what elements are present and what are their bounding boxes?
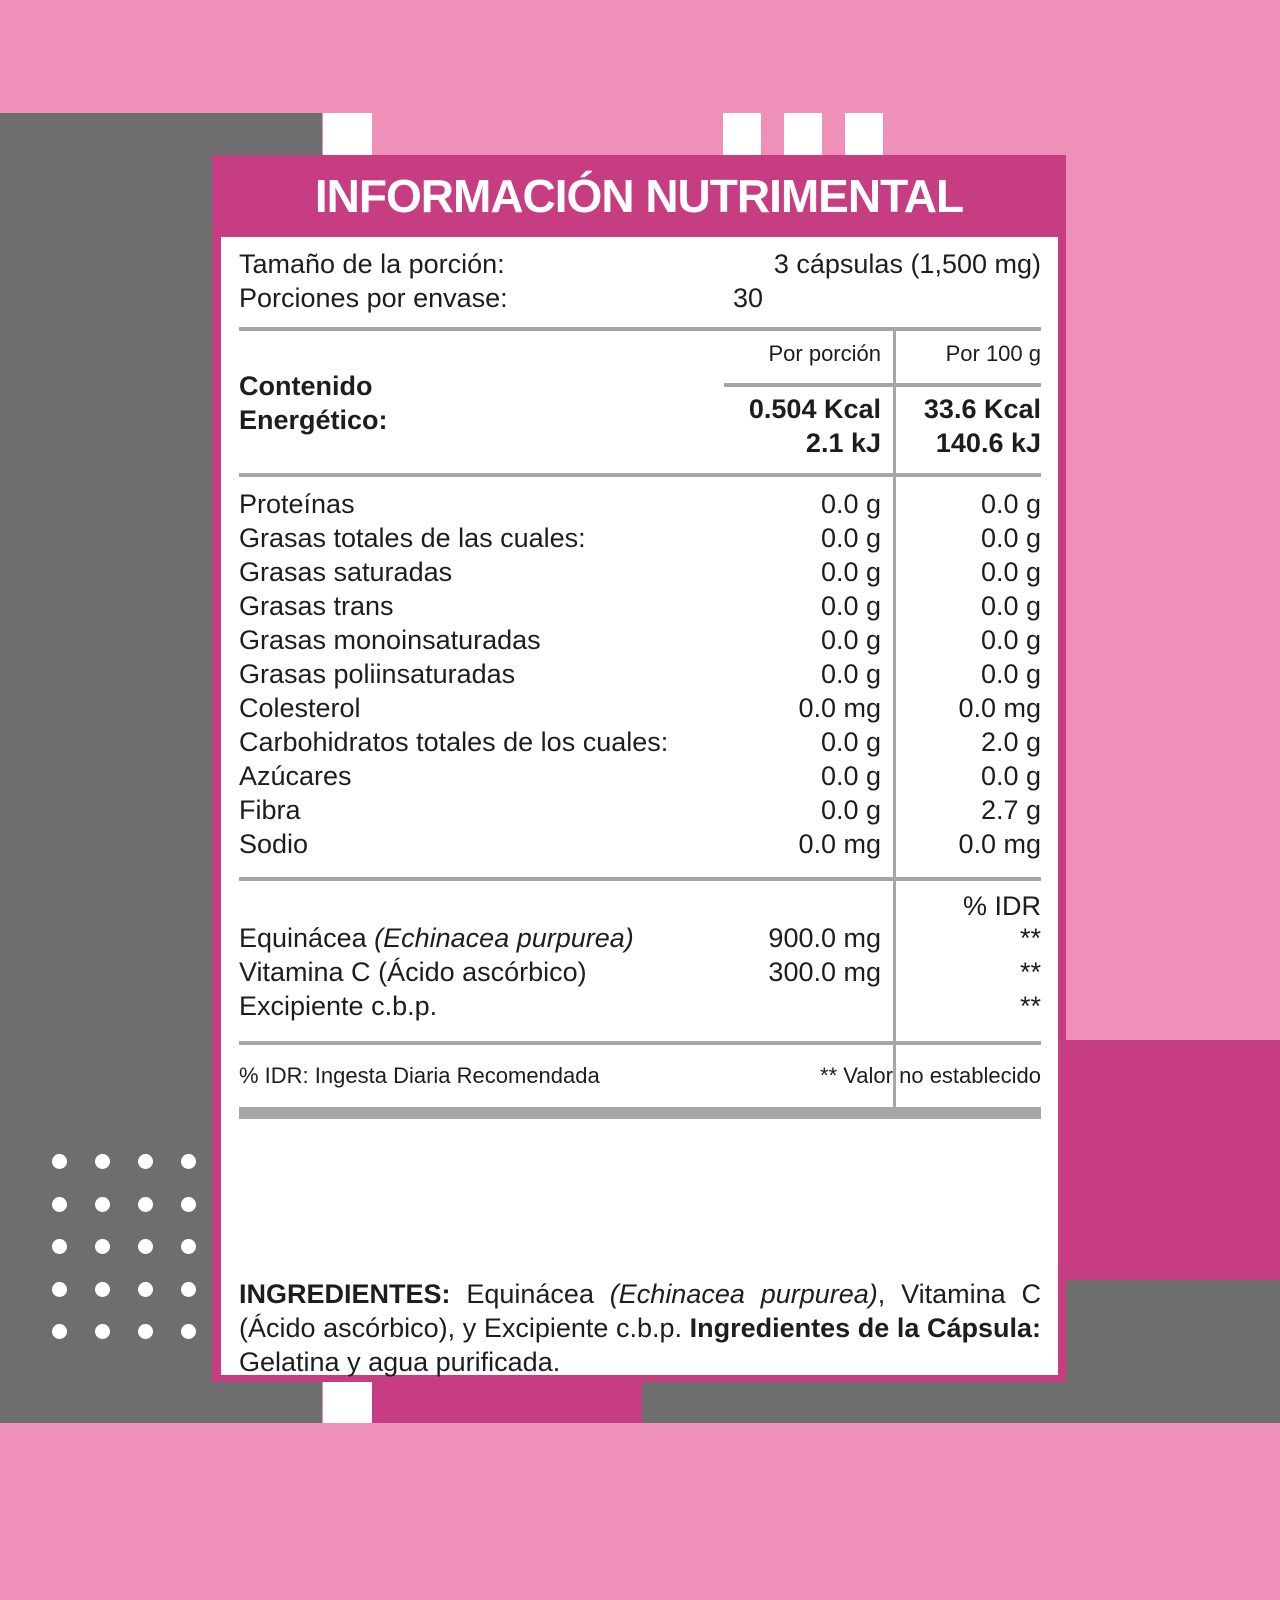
decorative-dot-grid — [52, 1154, 208, 1344]
decorative-dot — [95, 1324, 110, 1339]
active-ingredient-amount: 900.0 mg — [768, 923, 881, 953]
decorative-dot — [181, 1154, 196, 1169]
column-divider — [893, 327, 896, 1117]
decorative-dot — [138, 1197, 153, 1212]
nutrient-name: Fibra — [239, 795, 301, 825]
active-ingredient-name: Equinácea (Echinacea purpurea) — [239, 923, 634, 953]
serving-size-value: 3 cápsulas (1,500 mg) — [773, 249, 1041, 279]
bg-white-square — [723, 113, 761, 155]
nutrient-per-serving: 0.0 mg — [798, 829, 881, 859]
decorative-dot — [95, 1197, 110, 1212]
nutrient-per-serving: 0.0 mg — [798, 693, 881, 723]
divider — [239, 877, 1041, 881]
decorative-dot — [138, 1239, 153, 1254]
active-ingredient-idr: ** — [1019, 991, 1041, 1021]
active-ingredient-name: Excipiente c.b.p. — [239, 991, 438, 1021]
servings-per-container-label: Porciones por envase: — [239, 283, 508, 313]
nutrient-per-100g: 0.0 g — [980, 557, 1041, 587]
serving-size-label: Tamaño de la porción: — [239, 249, 505, 279]
nutrient-per-serving: 0.0 g — [820, 727, 881, 757]
decorative-dot — [95, 1239, 110, 1254]
nutrient-name: Colesterol — [239, 693, 361, 723]
divider — [724, 383, 1041, 387]
footnote-not-established: ** Valor no establecido — [820, 1063, 1041, 1088]
nutrient-per-serving: 0.0 g — [820, 795, 881, 825]
nutrient-per-100g: 0.0 g — [980, 659, 1041, 689]
servings-per-container-value: 30 — [733, 283, 764, 313]
column-header-idr: % IDR — [962, 891, 1041, 921]
nutrient-per-serving: 0.0 g — [820, 523, 881, 553]
nutrient-per-serving: 0.0 g — [820, 659, 881, 689]
nutrient-name: Azúcares — [239, 761, 352, 791]
nutrient-per-serving: 0.0 g — [820, 557, 881, 587]
nutrition-card — [212, 155, 1066, 1382]
nutrient-name: Proteínas — [239, 489, 355, 519]
footnote-idr: % IDR: Ingesta Diaria Recomendada — [239, 1063, 600, 1088]
decorative-dot — [52, 1282, 67, 1297]
decorative-dot — [52, 1154, 67, 1169]
nutrient-name: Grasas poliinsaturadas — [239, 659, 516, 689]
nutrient-name: Carbohidratos totales de los cuales: — [239, 727, 669, 757]
nutrient-name: Grasas monoinsaturadas — [239, 625, 541, 655]
divider — [239, 1041, 1041, 1045]
energy-label: Energético: — [239, 405, 388, 435]
nutrient-per-100g: 0.0 mg — [958, 829, 1041, 859]
bg-white-square — [784, 113, 822, 155]
thick-divider — [239, 1107, 1041, 1119]
nutrient-name: Grasas totales de las cuales: — [239, 523, 586, 553]
nutrient-per-100g: 2.0 g — [980, 727, 1041, 757]
bg-magenta-block-bottom — [372, 1382, 642, 1423]
nutrient-per-100g: 0.0 g — [980, 489, 1041, 519]
energy-per-100g-kcal: 33.6 Kcal — [923, 394, 1041, 424]
nutrient-per-100g: 2.7 g — [980, 795, 1041, 825]
decorative-dot — [138, 1154, 153, 1169]
column-header-per-100g: Por 100 g — [945, 341, 1041, 366]
decorative-dot — [52, 1324, 67, 1339]
decorative-dot — [181, 1197, 196, 1212]
active-ingredient-idr: ** — [1019, 923, 1041, 953]
active-ingredient-idr: ** — [1019, 957, 1041, 987]
divider — [239, 327, 1041, 331]
nutrient-per-serving: 0.0 g — [820, 761, 881, 791]
decorative-dot — [181, 1282, 196, 1297]
nutrient-per-100g: 0.0 mg — [958, 693, 1041, 723]
decorative-dot — [181, 1239, 196, 1254]
nutrient-per-100g: 0.0 g — [980, 523, 1041, 553]
nutrient-per-serving: 0.0 g — [820, 625, 881, 655]
nutrition-panel — [221, 237, 1058, 1375]
decorative-dot — [138, 1282, 153, 1297]
nutrient-per-100g: 0.0 g — [980, 761, 1041, 791]
active-ingredient-amount: 300.0 mg — [768, 957, 881, 987]
nutrient-per-serving: 0.0 g — [820, 591, 881, 621]
page-title: INFORMACIÓN NUTRIMENTAL — [314, 170, 964, 222]
nutrient-name: Grasas trans — [239, 591, 394, 621]
nutrient-name: Grasas saturadas — [239, 557, 453, 587]
nutrient-name: Sodio — [239, 829, 309, 859]
energy-per-serving-kj: 2.1 kJ — [805, 428, 881, 458]
decorative-dot — [95, 1154, 110, 1169]
ingredients-text: INGREDIENTES: Equinácea (Echinacea purpurea), Vitamina C (Ácido ascórbico), y Excipiente c.b.p. Ingredientes de la Cápsula: Gelatina y agua purificada. — [239, 1279, 1041, 1377]
decorative-dot — [52, 1239, 67, 1254]
decorative-dot — [95, 1282, 110, 1297]
energy-per-serving-kcal: 0.504 Kcal — [748, 394, 881, 424]
decorative-dot — [181, 1324, 196, 1339]
energy-label: Contenido — [239, 371, 373, 401]
column-header-per-serving: Por porción — [768, 341, 881, 366]
nutrient-per-100g: 0.0 g — [980, 625, 1041, 655]
bg-white-square — [845, 113, 883, 155]
decorative-dot — [52, 1197, 67, 1212]
decorative-dot — [138, 1324, 153, 1339]
active-ingredient-name: Vitamina C (Ácido ascórbico) — [239, 957, 587, 987]
energy-per-100g-kj: 140.6 kJ — [935, 428, 1041, 458]
bg-white-square — [323, 1382, 372, 1423]
bg-white-square — [323, 113, 372, 155]
bg-magenta-block-right — [1066, 1040, 1280, 1280]
divider — [239, 473, 1041, 477]
nutrient-per-100g: 0.0 g — [980, 591, 1041, 621]
nutrient-per-serving: 0.0 g — [820, 489, 881, 519]
